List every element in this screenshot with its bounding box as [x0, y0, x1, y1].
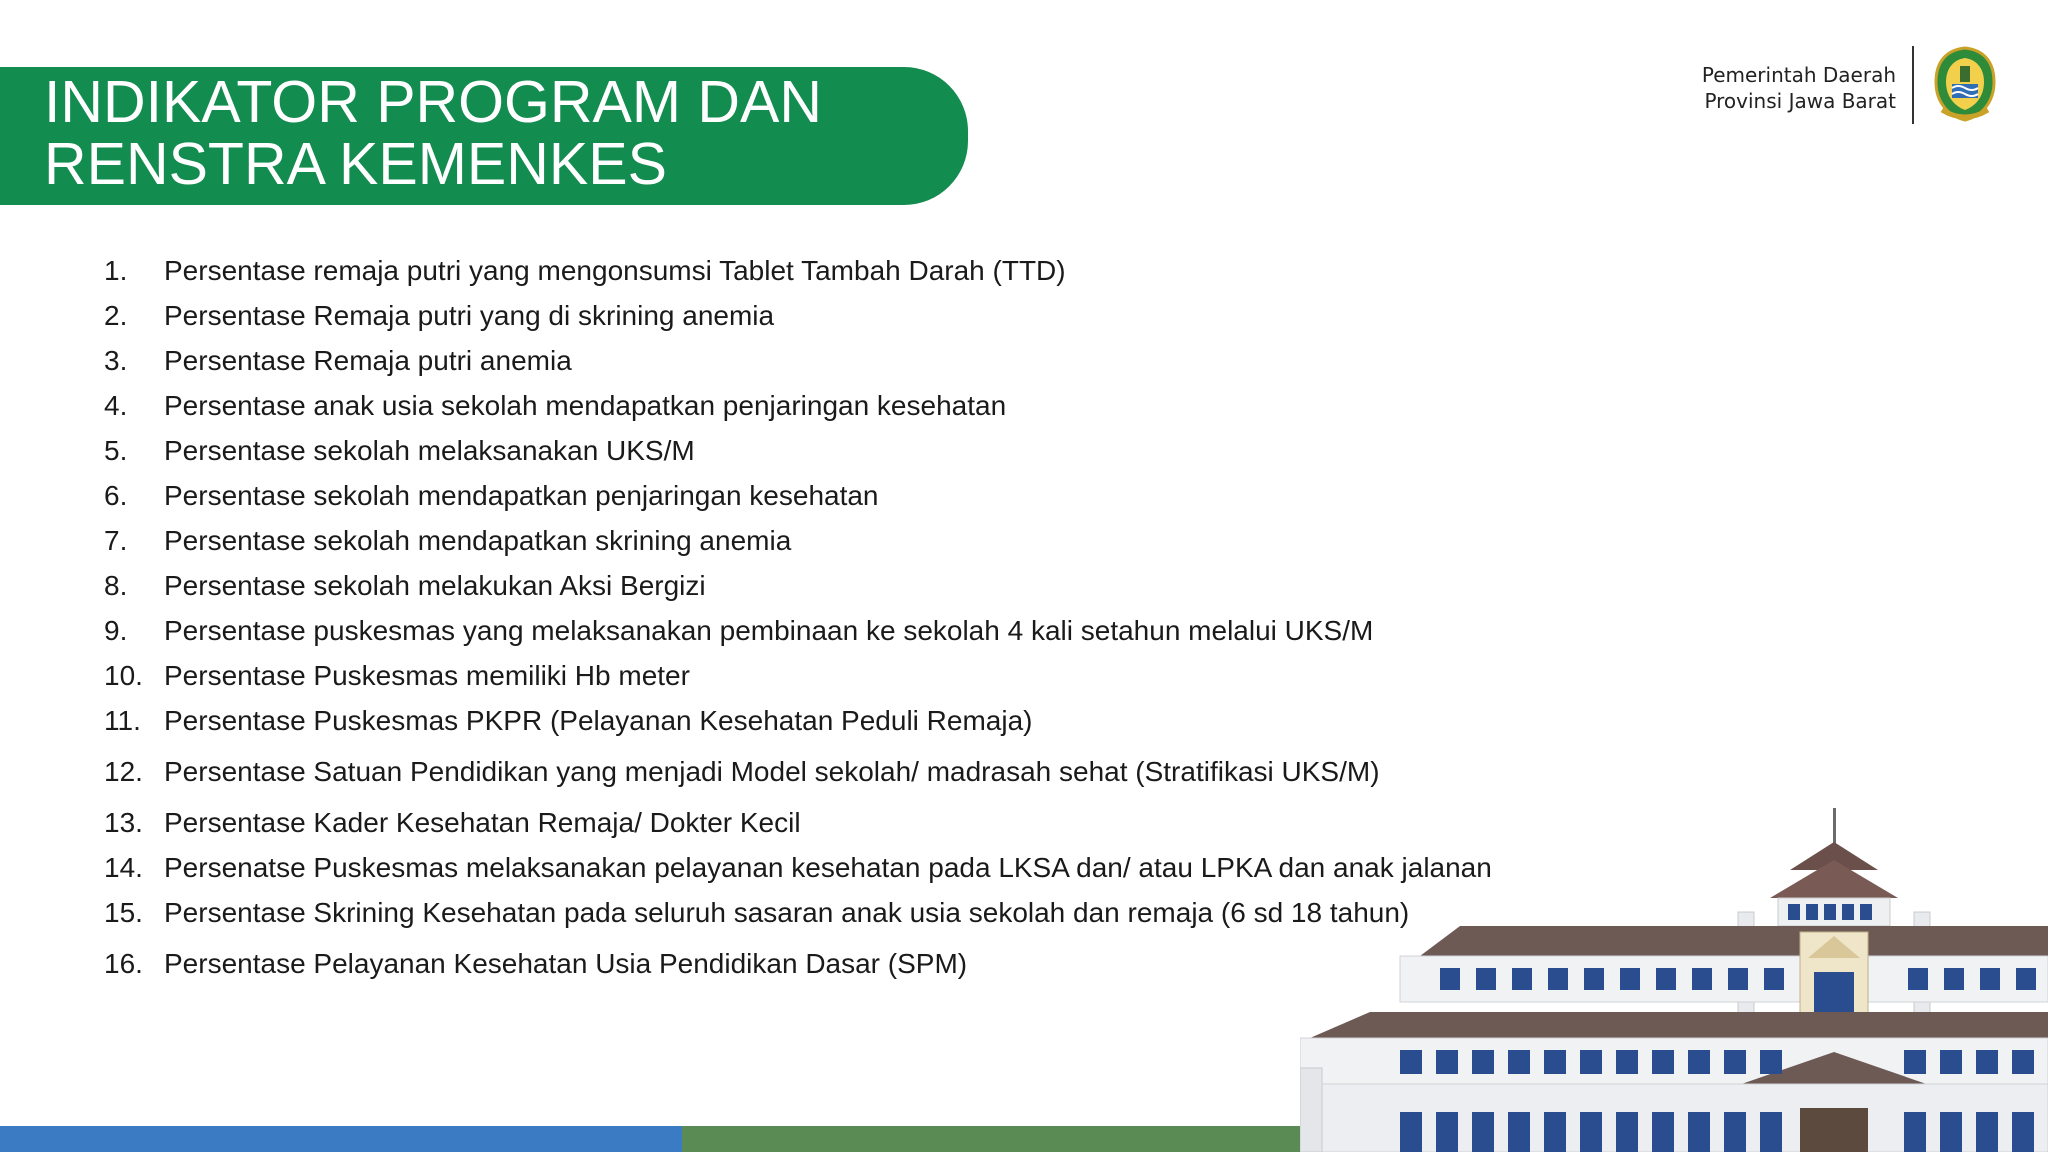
- indicator-number: 15.: [104, 897, 143, 928]
- indicator-item: [104, 338, 1554, 383]
- indicator-item: [104, 473, 1554, 518]
- indicator-number: 9.: [104, 615, 128, 646]
- indicator-text: Persentase Puskesmas memiliki Hb meter: [164, 660, 690, 691]
- indicator-number: 1.: [104, 255, 128, 286]
- indicator-number: 14.: [104, 852, 143, 883]
- gedung-sate-building-icon: [1300, 808, 2048, 1152]
- header-divider: [1912, 46, 1914, 124]
- indicator-item: [104, 518, 1554, 563]
- indicator-item: [104, 383, 1554, 428]
- indicator-item: [104, 749, 1554, 794]
- indicator-number: 2.: [104, 300, 128, 331]
- government-label-line-2: Provinsi Jawa Barat: [1704, 89, 1896, 113]
- indicator-number: 4.: [104, 390, 128, 421]
- indicator-item: [104, 608, 1554, 653]
- indicator-text: Persentase Satuan Pendidikan yang menjadi Model sekolah/ madrasah sehat (Stratifikasi UKS/M): [164, 756, 1380, 787]
- indicator-number: 16.: [104, 948, 143, 979]
- indicator-text: Persentase sekolah mendapatkan skrining anemia: [164, 525, 792, 556]
- indicator-text: Persentase Kader Kesehatan Remaja/ Dokter Kecil: [164, 807, 801, 838]
- indicator-text: Persentase Remaja putri anemia: [164, 345, 572, 376]
- indicator-number: 10.: [104, 660, 143, 691]
- indicator-number: 3.: [104, 345, 128, 376]
- indicator-text: Persentase anak usia sekolah mendapatkan penjaringan kesehatan: [164, 390, 1007, 421]
- indicator-number: 7.: [104, 525, 128, 556]
- indicator-item: [104, 698, 1554, 743]
- indicator-text: Persentase puskesmas yang melaksanakan pembinaan ke sekolah 4 kali setahun melalui UKS/M: [164, 615, 1374, 646]
- indicator-number: 12.: [104, 756, 143, 787]
- indicator-text: Persentase sekolah melaksanakan UKS/M: [164, 435, 695, 466]
- footer-bar-blue: [0, 1126, 682, 1152]
- indicator-item: [104, 248, 1554, 293]
- page-title-line-2: RENSTRA KEMENKES: [44, 131, 667, 197]
- indicator-number: 11.: [104, 705, 141, 736]
- indicator-text: Persentase Puskesmas PKPR (Pelayanan Kesehatan Peduli Remaja): [164, 705, 1033, 736]
- west-java-emblem-icon: [1932, 44, 1998, 124]
- government-label-line-1: Pemerintah Daerah: [1701, 63, 1896, 87]
- indicator-number: 6.: [104, 480, 128, 511]
- indicator-number: 13.: [104, 807, 143, 838]
- indicator-item: [104, 653, 1554, 698]
- page-title-line-1: INDIKATOR PROGRAM DAN: [44, 69, 823, 135]
- indicator-text: Persentase Remaja putri yang di skrining anemia: [164, 300, 775, 331]
- indicator-text: Persenatse Puskesmas melaksanakan pelayanan kesehatan pada LKSA dan/ atau LPKA dan anak jalanan: [164, 852, 1492, 883]
- indicator-item: [104, 563, 1554, 608]
- footer-bar-green: [682, 1126, 1312, 1152]
- indicator-text: Persentase Pelayanan Kesehatan Usia Pendidikan Dasar (SPM): [164, 948, 968, 979]
- government-label: [1702, 62, 1896, 114]
- indicator-item: [104, 293, 1554, 338]
- page-title: [44, 71, 944, 195]
- indicator-number: 8.: [104, 570, 128, 601]
- indicator-text: Persentase sekolah mendapatkan penjaringan kesehatan: [164, 480, 879, 511]
- indicator-text: Persentase remaja putri yang mengonsumsi Tablet Tambah Darah (TTD): [164, 255, 1066, 286]
- indicator-text: Persentase Skrining Kesehatan pada seluruh sasaran anak usia sekolah dan remaja (6 sd 18 tahun): [164, 897, 1410, 928]
- indicator-text: Persentase sekolah melakukan Aksi Bergizi: [164, 570, 706, 601]
- indicator-item: [104, 428, 1554, 473]
- indicator-number: 5.: [104, 435, 128, 466]
